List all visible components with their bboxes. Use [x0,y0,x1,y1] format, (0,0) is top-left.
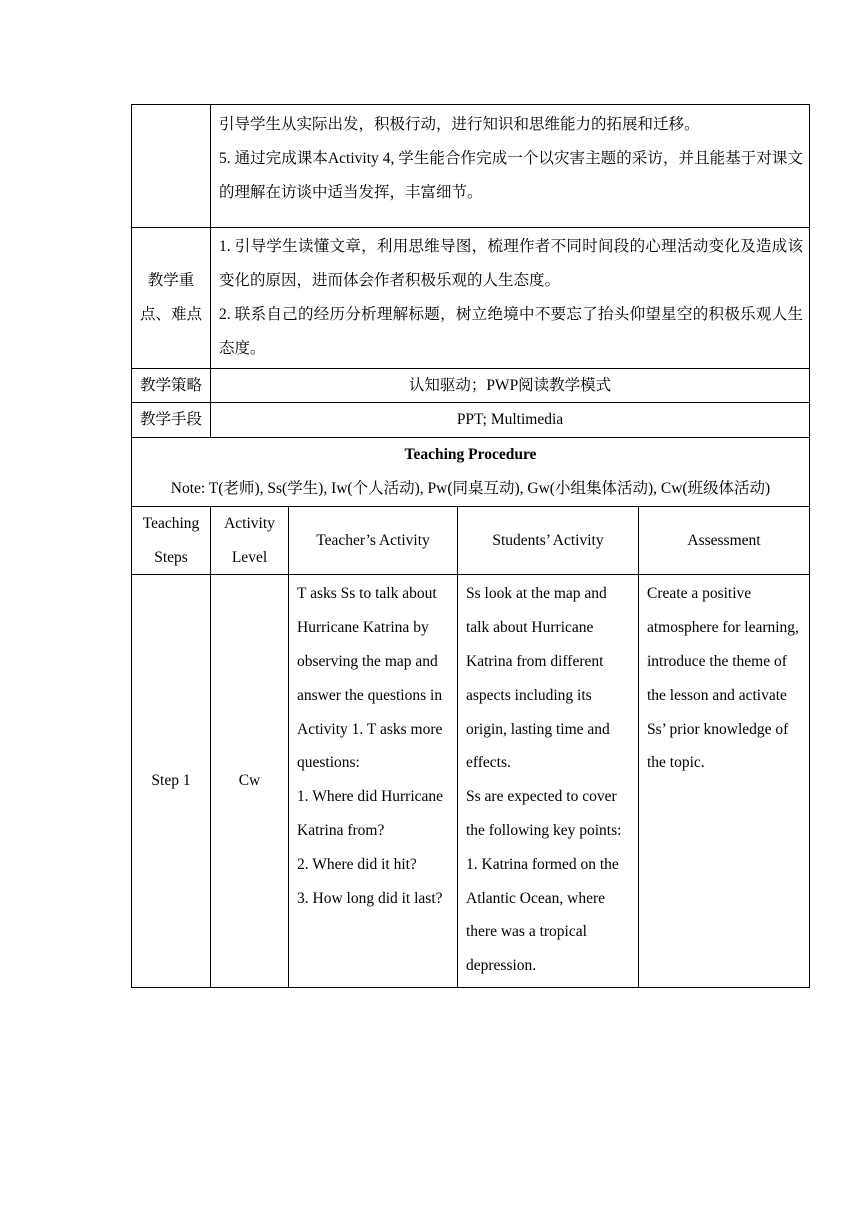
col-header-steps: Teaching Steps [132,506,211,575]
procedure-row [132,438,810,507]
means-value: PPT; Multimedia [211,403,810,438]
step-name: Step 1 [132,575,211,988]
key-points-row [132,228,810,368]
students-activity [458,575,639,988]
activity-level: Cw [211,575,289,988]
means-row [132,403,810,438]
students-activity-p1: Ss look at the map and talk about Hurricane Katrina from different aspects including its origin, lasting time and effects. [466,585,610,772]
procedure-cell [132,438,810,507]
column-header-row [132,506,810,575]
objectives-item-5: 5. 通过完成课本Activity 4, 学生能合作完成一个以灾害主题的采访，并且能基于对课文的理解在访谈中适当发挥，丰富细节。 [219,149,803,201]
key-point-1: 1. 引导学生读懂文章，利用思维导图，梳理作者不同时间段的心理活动变化及造成该变化的原因，进而体会作者积极乐观的人生态度。 [219,238,803,290]
students-activity-p3: 1. Katrina formed on the Atlantic Ocean, where there was a tropical depression. [466,855,619,975]
col-header-teacher: Teacher’s Activity [289,506,458,575]
strategy-value: 认知驱动；PWP阅读教学模式 [211,368,810,403]
teacher-activity-intro: T asks Ss to talk about Hurricane Katrina by observing the map and answer the questions in Activity 1. T asks more questions: [297,585,443,772]
teacher-question-2: 2. Where did it hit? [297,855,417,873]
assessment: Create a positive atmosphere for learning, introduce the theme of the lesson and activate Ss’ prior knowledge of the topic. [639,575,810,988]
objectives-content-cell [211,105,810,228]
lesson-plan-table [131,104,810,988]
key-points-content [211,228,810,368]
col-header-level: Activity Level [211,506,289,575]
students-activity-p2: Ss are expected to cover the following key points: [466,788,622,839]
table-row [132,575,810,988]
col-header-students: Students’ Activity [458,506,639,575]
strategy-label: 教学策略 [132,368,211,403]
teacher-question-3: 3. How long did it last? [297,889,443,907]
key-points-label: 教学重点、难点 [132,228,211,368]
objectives-label-cell [132,105,211,228]
key-point-2: 2. 联系自己的经历分析理解标题，树立绝境中不要忘了抬头仰望星空的积极乐观人生态度。 [219,305,803,357]
col-header-assessment: Assessment [639,506,810,575]
strategy-row [132,368,810,403]
procedure-title: Teaching Procedure [404,446,537,464]
objectives-line: 引导学生从实际出发，积极行动，进行知识和思维能力的拓展和迁移。 [219,116,700,133]
teacher-activity [289,575,458,988]
procedure-note: Note: T(老师), Ss(学生), Iw(个人活动), Pw(同桌互动), Gw(小组集体活动), Cw(班级体活动) [170,479,771,497]
objectives-row [132,105,810,228]
teacher-question-1: 1. Where did Hurricane Katrina from? [297,788,444,839]
means-label: 教学手段 [132,403,211,438]
